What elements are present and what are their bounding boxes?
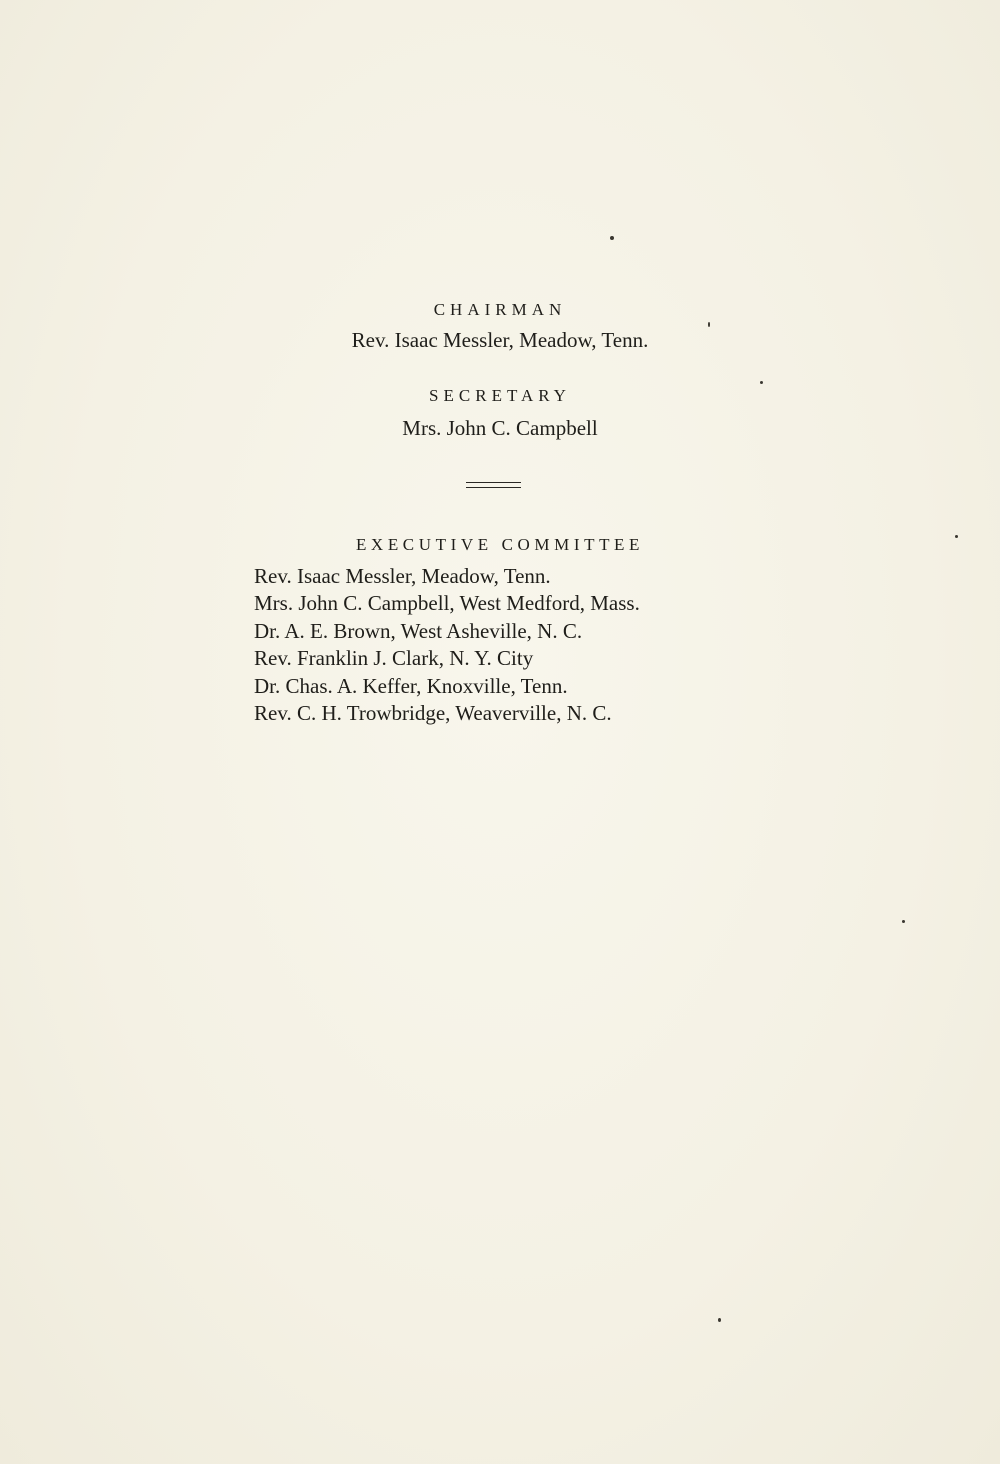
paper-speck	[610, 236, 614, 240]
committee-member: Rev. C. H. Trowbridge, Weaverville, N. C.	[254, 701, 612, 726]
secretary-heading: SECRETARY	[429, 386, 571, 405]
paper-speck	[760, 381, 763, 384]
paper-speck	[902, 920, 905, 923]
double-rule-divider	[466, 482, 521, 488]
secretary-name: Mrs. John C. Campbell	[402, 416, 598, 440]
executive-committee-heading: EXECUTIVE COMMITTEE	[355, 535, 645, 554]
committee-member: Mrs. John C. Campbell, West Medford, Mass.	[254, 591, 640, 616]
committee-member: Rev. Franklin J. Clark, N. Y. City	[254, 646, 534, 671]
committee-member: Dr. Chas. A. Keffer, Knoxville, Tenn.	[254, 673, 568, 698]
chairman-heading: CHAIRMAN	[433, 300, 567, 319]
paper-speck	[718, 1318, 721, 1322]
executive-committee-list	[254, 563, 640, 727]
chairman-name: Rev. Isaac Messler, Meadow, Tenn.	[351, 328, 649, 352]
paper-speck	[708, 322, 710, 327]
committee-member: Dr. A. E. Brown, West Asheville, N. C.	[254, 618, 583, 643]
committee-member: Rev. Isaac Messler, Meadow, Tenn.	[254, 564, 551, 588]
